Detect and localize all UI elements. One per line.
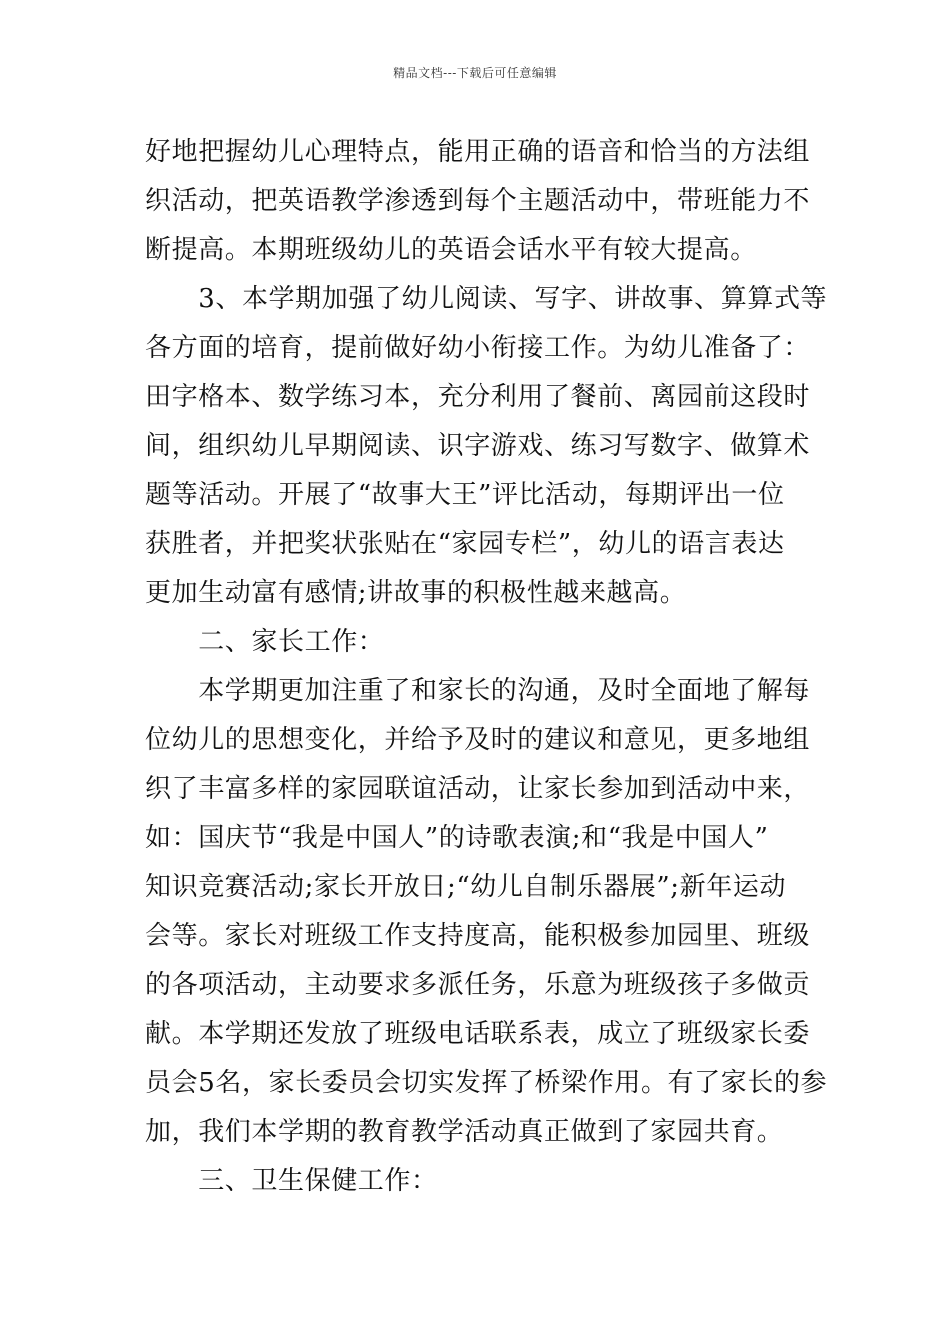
body-line: 田字格本、数学练习本，充分利用了餐前、离园前这段时 — [145, 382, 811, 412]
body-line: 题等活动。开展了“故事大王”评比活动，每期评出一位 — [145, 480, 785, 510]
body-line: 好地把握幼儿心理特点，能用正确的语音和恰当的方法组 — [145, 137, 811, 167]
body-line: 献。本学期还发放了班级电话联系表，成立了班级家长委 — [145, 1019, 811, 1049]
body-line: 获胜者，并把奖状张贴在“家园专栏”，幼儿的语言表达 — [145, 529, 785, 559]
document-body — [145, 128, 828, 1206]
section-heading: 二、家长工作： — [145, 627, 385, 657]
body-line: 更加生动富有感情;讲故事的积极性越来越高。 — [145, 578, 687, 608]
body-line: 间，组织幼儿早期阅读、识字游戏、练习写数字、做算术 — [145, 431, 811, 461]
paragraph-start-line: 3、本学期加强了幼儿阅读、写字、讲故事、算算式等 — [145, 284, 828, 314]
body-line: 如：国庆节“我是中国人”的诗歌表演;和“我是中国人” — [145, 823, 769, 853]
body-line: 会等。家长对班级工作支持度高，能积极参加园里、班级 — [145, 921, 811, 951]
body-line: 位幼儿的思想变化，并给予及时的建议和意见，更多地组 — [145, 725, 811, 755]
body-line: 员会5名，家长委员会切实发挥了桥梁作用。有了家长的参 — [145, 1068, 828, 1098]
body-line: 织了丰富多样的家园联谊活动，让家长参加到活动中来， — [145, 774, 811, 804]
body-line: 断提高。本期班级幼儿的英语会话水平有较大提高。 — [145, 235, 757, 265]
paragraph-start-line: 本学期更加注重了和家长的沟通，及时全面地了解每 — [145, 676, 811, 706]
body-line: 知识竞赛活动;家长开放日;“幼儿自制乐器展”;新年运动 — [145, 872, 787, 902]
body-line: 织活动，把英语教学渗透到每个主题活动中，带班能力不 — [145, 186, 811, 216]
page-header: 精品文档---下载后可任意编辑 — [393, 66, 557, 80]
body-line: 加，我们本学期的教育教学活动真正做到了家园共育。 — [145, 1117, 784, 1147]
section-heading: 三、卫生保健工作： — [145, 1166, 438, 1196]
body-line: 各方面的培育，提前做好幼小衔接工作。为幼儿准备了： — [145, 333, 811, 363]
body-line: 的各项活动，主动要求多派任务，乐意为班级孩子多做贡 — [145, 970, 811, 1000]
